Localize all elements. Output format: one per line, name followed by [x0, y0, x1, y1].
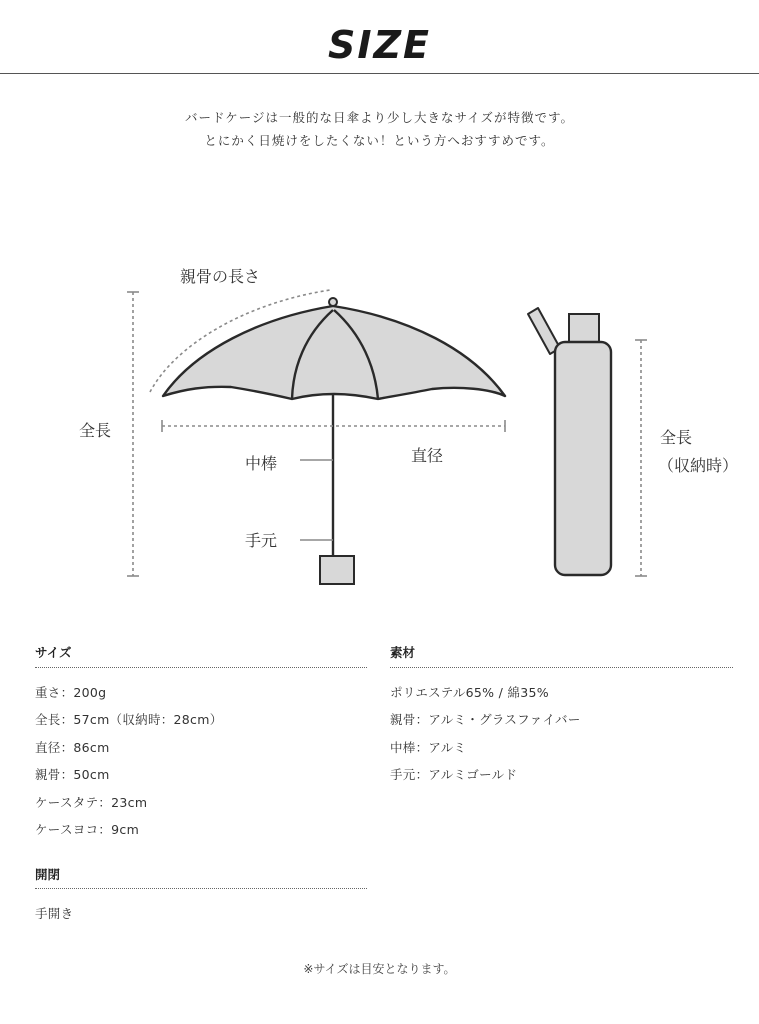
material-spec-list — [390, 679, 581, 789]
footnote: ※サイズは目安となります。 — [303, 962, 456, 976]
folded-umbrella-cap — [569, 314, 599, 344]
umbrella-size-diagram — [0, 255, 759, 595]
folded-length-label: 全長 — [660, 428, 693, 447]
opening-section-divider — [35, 888, 367, 889]
opening-section-heading: 開閉 — [35, 867, 61, 882]
umbrella-canopy — [163, 306, 505, 399]
shaft-label: 中棒 — [245, 454, 278, 473]
title-divider — [0, 73, 759, 74]
spec-case-width: ケースヨコ：9cm — [35, 822, 140, 838]
handle-label: 手元 — [245, 531, 278, 550]
umbrella-handle — [320, 556, 354, 584]
spec-weight: 重さ：200g — [35, 685, 107, 700]
material-section-divider — [390, 667, 733, 668]
open-umbrella-illustration — [163, 298, 505, 584]
intro-text — [0, 106, 759, 152]
folded-umbrella-body — [555, 342, 611, 575]
umbrella-tip — [329, 298, 337, 306]
spec-rib-length: 親骨：50cm — [35, 767, 110, 783]
spec-total-length: 全長：57cm（収納時：28cm） — [35, 712, 223, 728]
folded-length-sublabel: （収納時） — [658, 456, 739, 475]
material-section-heading: 素材 — [390, 645, 416, 660]
folded-umbrella-illustration — [528, 308, 647, 576]
diameter-label: 直径 — [411, 446, 444, 465]
size-spec-list — [35, 679, 223, 843]
total-length-label: 全長 — [79, 421, 112, 440]
spec-opening-type: 手開き — [35, 906, 74, 921]
page-title: SIZE — [327, 23, 432, 67]
opening-spec-list — [35, 900, 73, 927]
spec-fabric: ポリエステル65% / 綿35% — [390, 685, 549, 700]
size-section-divider — [35, 667, 367, 668]
spec-diameter: 直径：86cm — [35, 739, 110, 755]
spec-handle-material: 手元：アルミゴールド — [390, 767, 518, 783]
intro-line-2: とにかく日焼けをしたくない！という方へおすすめです。 — [204, 133, 555, 148]
rib-length-label: 親骨の長さ — [180, 267, 261, 286]
size-section-heading: サイズ — [35, 645, 72, 660]
spec-case-height: ケースタテ：23cm — [35, 794, 148, 810]
spec-rib-material: 親骨：アルミ・グラスファイバー — [390, 712, 581, 728]
spec-shaft-material: 中棒：アルミ — [390, 739, 467, 755]
intro-line-1: バードケージは一般的な日傘より少し大きなサイズが特徴です。 — [184, 110, 574, 125]
